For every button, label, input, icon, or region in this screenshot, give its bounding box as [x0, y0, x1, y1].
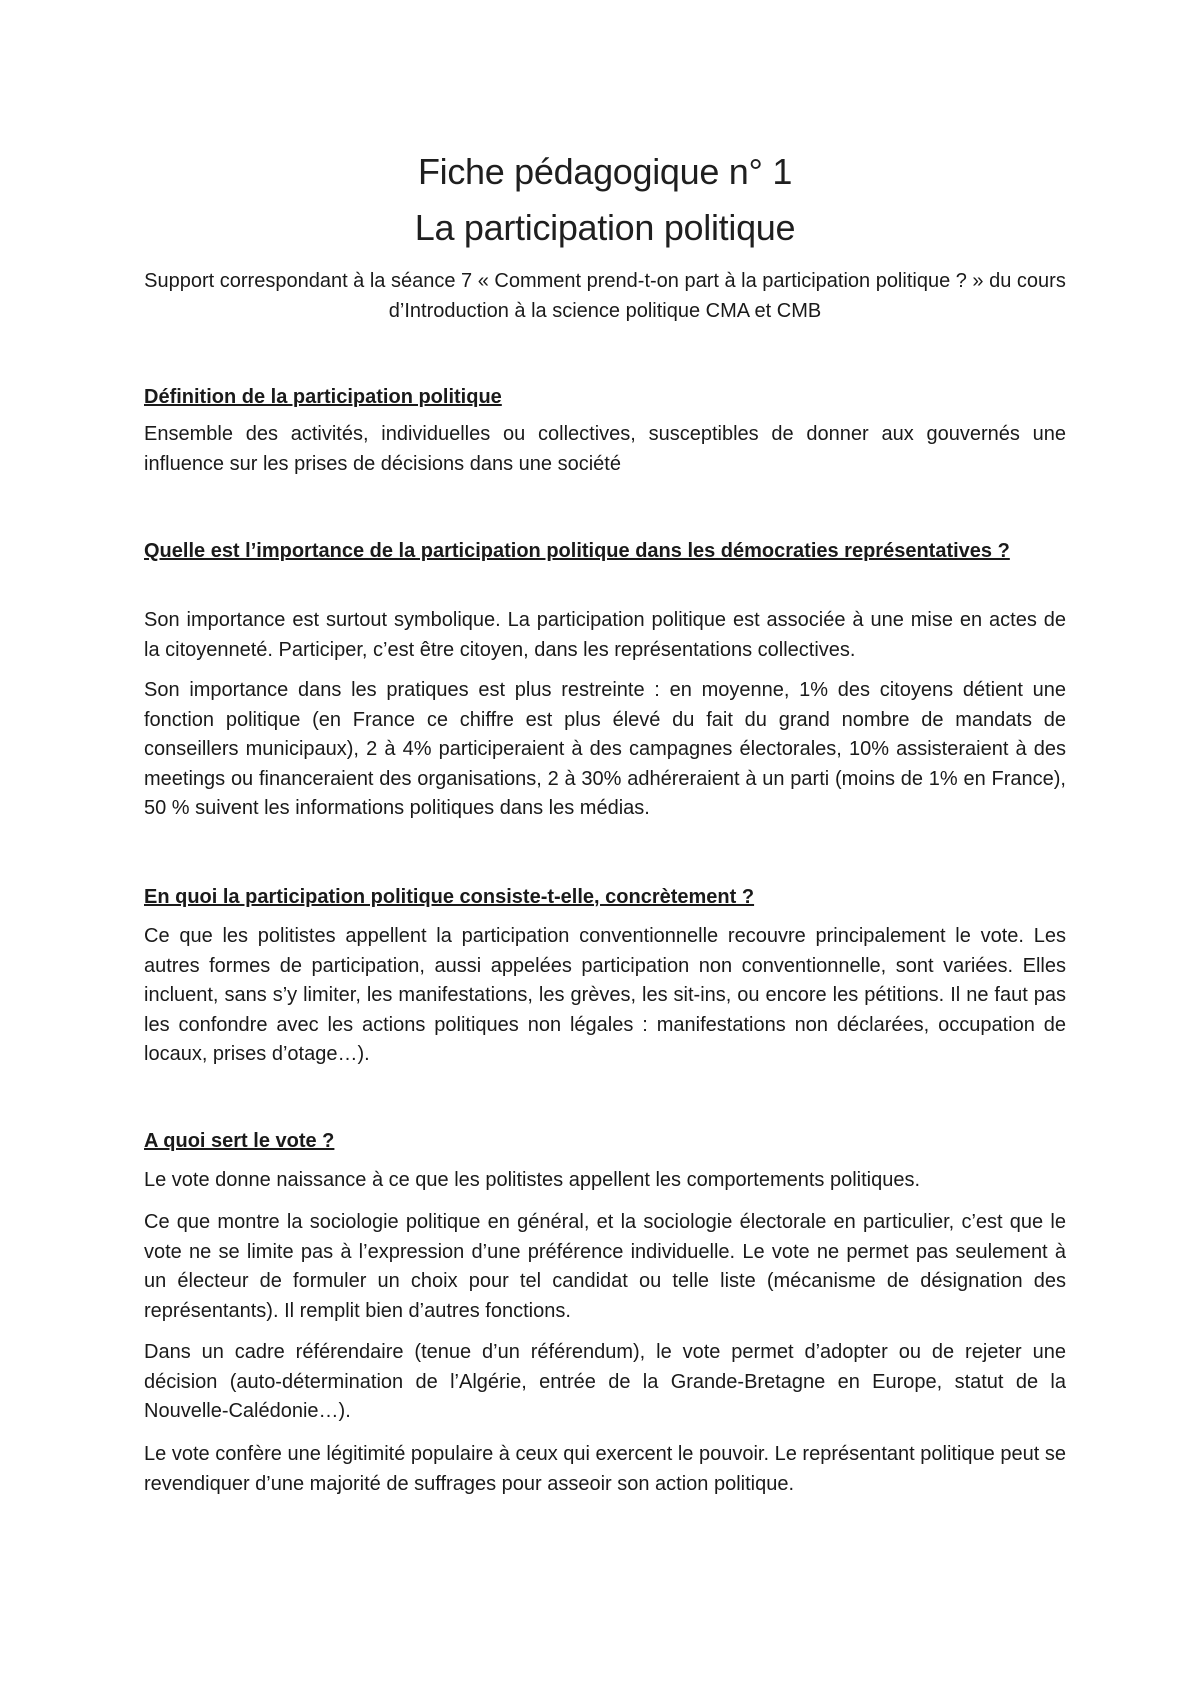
paragraph: Ce que montre la sociologie politique en général, et la sociologie électorale en particulier, c’est que le vote ne se limite pas à l’expression d’une préférence individuelle. Le vote ne permet pas seulement à un électeur de formuler un choix pour tel candidat ou telle liste (mécanisme de désignation des représentants). Il remplit bien d’autres fonctions. [144, 1211, 1066, 1322]
paragraph: Le vote donne naissance à ce que les politistes appellent les comportements politiques. [144, 1169, 921, 1191]
section-definition-body [144, 420, 1066, 479]
section-vote [144, 1126, 1066, 1156]
paragraph: Son importance dans les pratiques est plus restreinte : en moyenne, 1% des citoyens détient une fonction politique (en France ce chiffre est plus élevé du fait du grand nombre de mandats de conseillers municipaux), 2 à 4% participeraient à des campagnes électorales, 10% assisteraient à des meetings ou financeraient des organisations, 2 à 30% adhéreraient à un parti (moins de 1% en France), 50 % suivent les informations politiques dans les médias. [144, 679, 1066, 819]
section-vote-body-4 [144, 1440, 1066, 1499]
paragraph: Ce que les politistes appellent la participation conventionnelle recouvre principalement le vote. Les autres formes de participation, aussi appelées participation non conventionnelle, sont variées. Elles incluent, sans s’y limiter, les manifestations, les grèves, les sit-ins, ou encore les pétitions. Il ne faut pas les confondre avec les actions politiques non légales : manifestations non déclarées, occupation de locaux, prises d’otage…). [144, 925, 1066, 1065]
section-heading: A quoi sert le vote ? [144, 1130, 335, 1152]
section-vote-body-1 [144, 1166, 1066, 1196]
section-importance-body-2 [144, 676, 1066, 824]
section-heading: Définition de la participation politique [144, 386, 502, 408]
document-subtitle: Support correspondant à la séance 7 « Comment prend-t-on part à la participation politique ? » du cours d’Introduction à la science politique CMA et CMB [144, 270, 1066, 322]
section-heading: En quoi la participation politique consiste-t-elle, concrètement ? [144, 886, 755, 908]
paragraph: Le vote confère une légitimité populaire à ceux qui exercent le pouvoir. Le représentant politique peut se revendiquer d’une majorité de suffrages pour asseoir son action politique. [144, 1443, 1066, 1495]
section-vote-body-2 [144, 1208, 1066, 1326]
section-importance [144, 536, 1066, 566]
section-vote-body-3 [144, 1338, 1066, 1427]
document-title: Fiche pédagogique n° 1 [417, 151, 793, 192]
paragraph: Son importance est surtout symbolique. La participation politique est associée à une mise en actes de la citoyenneté. Participer, c’est être citoyen, dans les représentations collectives. [144, 609, 1066, 661]
section-importance-body-1 [144, 606, 1066, 665]
section-forms-body [144, 922, 1066, 1070]
section-heading: Quelle est l’importance de la participation politique dans les démocraties représentatives ? [144, 540, 1010, 562]
section-forms [144, 882, 1066, 912]
paragraph: Ensemble des activités, individuelles ou collectives, susceptibles de donner aux gouvernés une influence sur les prises de décisions dans une société [144, 423, 1066, 475]
paragraph: Dans un cadre référendaire (tenue d’un référendum), le vote permet d’adopter ou de rejeter une décision (auto-détermination de l’Algérie, entrée de la Grande-Bretagne en Europe, statut de la Nouvelle-Calédonie…). [144, 1341, 1066, 1422]
section-definition [144, 382, 1066, 412]
document-subject-title: La participation politique [414, 207, 796, 248]
